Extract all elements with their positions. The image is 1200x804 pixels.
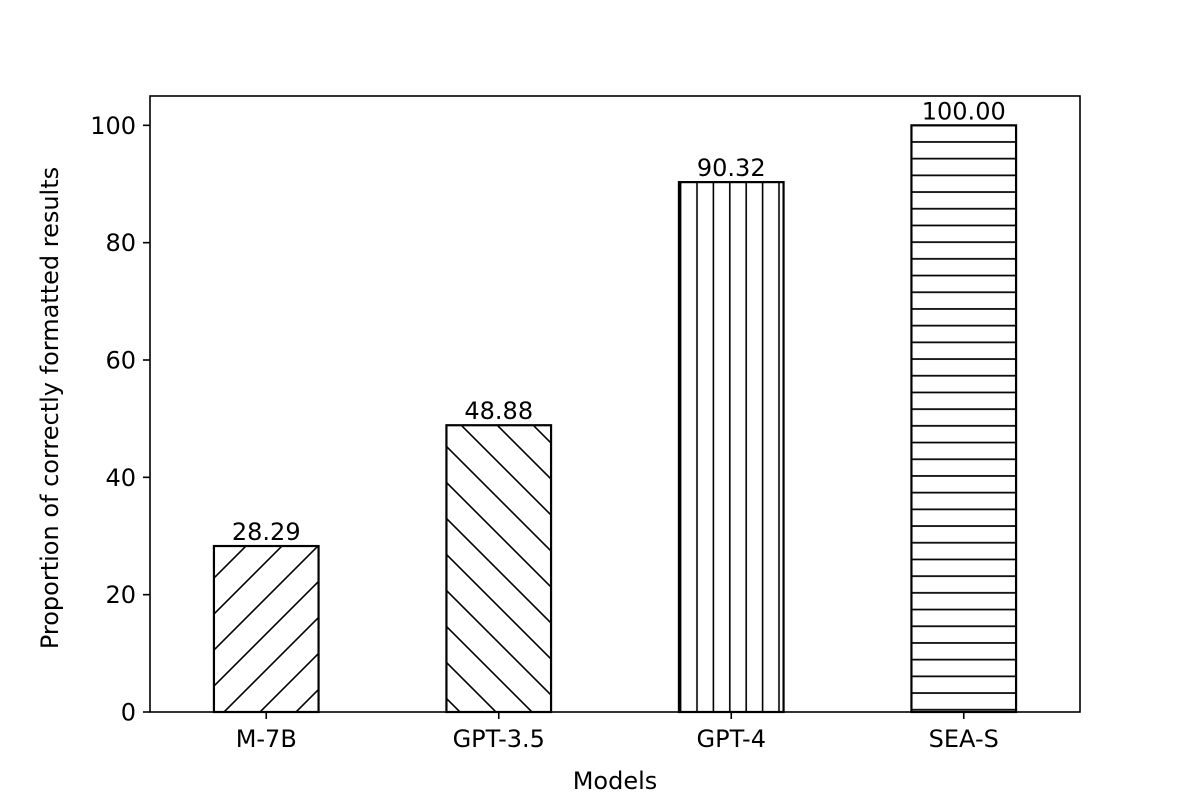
bar-sea-s bbox=[911, 125, 1016, 712]
bars-layer bbox=[214, 125, 1016, 712]
x-axis-title: Models bbox=[572, 767, 658, 795]
y-axis-title: Proportion of correctly formatted results bbox=[36, 166, 64, 650]
bar-m-7b bbox=[214, 546, 319, 712]
y-tick-label: 20 bbox=[105, 581, 136, 610]
bar-gpt-3-5 bbox=[446, 425, 551, 712]
x-tick-label: M-7B bbox=[235, 725, 297, 753]
x-tick-label: SEA-S bbox=[928, 725, 999, 753]
x-axis bbox=[236, 712, 999, 753]
y-tick-label: 0 bbox=[120, 698, 136, 727]
bar-gpt-4 bbox=[679, 182, 784, 712]
x-tick-label: GPT-4 bbox=[696, 725, 766, 753]
y-tick-label: 80 bbox=[105, 229, 136, 258]
bar-value-label: 48.88 bbox=[464, 397, 534, 426]
x-tick-label: GPT-3.5 bbox=[452, 725, 545, 753]
y-tick-label: 40 bbox=[105, 463, 136, 492]
bar-value-label: 90.32 bbox=[696, 154, 766, 183]
bar-value-label: 28.29 bbox=[231, 518, 301, 547]
y-tick-label: 60 bbox=[105, 346, 136, 375]
y-axis bbox=[90, 112, 150, 727]
y-tick-label: 100 bbox=[90, 111, 136, 140]
bar-value-label: 100.00 bbox=[921, 97, 1006, 126]
value-labels-layer bbox=[232, 97, 1006, 546]
